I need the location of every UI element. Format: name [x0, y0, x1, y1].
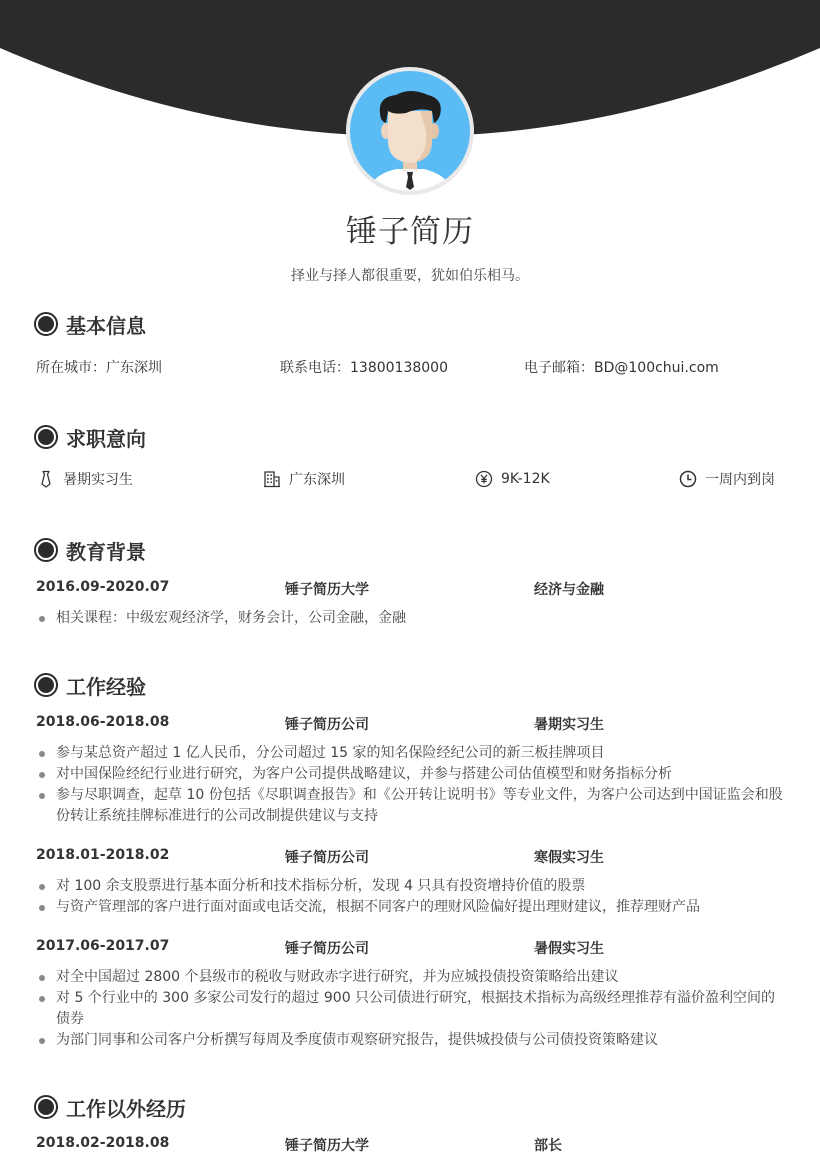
work-company: 锤子简历公司 [285, 717, 369, 733]
work-role: 暑期实习生 [534, 717, 604, 733]
section-bullet-icon [34, 1095, 58, 1119]
work-company: 锤子简历公司 [285, 941, 369, 957]
section-bullet-icon [34, 425, 58, 449]
section-bullet-icon [34, 538, 58, 562]
other-role: 部长 [534, 1138, 562, 1154]
intent-city [263, 469, 345, 489]
info-phone: 联系电话：13800138000 [280, 360, 448, 376]
intent-arrival [679, 469, 775, 489]
work-bullet-list [36, 743, 786, 827]
building-icon [263, 470, 281, 488]
section-title-text: 教育背景 [66, 539, 146, 564]
section-bullet-icon [34, 673, 58, 697]
intent-salary-text: 9K-12K [501, 471, 550, 487]
work-date: 2018.06-2018.08 [36, 714, 170, 730]
tie-icon [37, 470, 55, 488]
yen-icon [475, 470, 493, 488]
work-role: 寒假实习生 [534, 850, 604, 866]
section-bullet-icon [34, 312, 58, 336]
list-item: 参与某总资产超过 1 亿人民币，分公司超过 15 家的知名保险经纪公司的新三板挂牌项目 [36, 743, 786, 764]
section-title-text: 工作以外经历 [66, 1096, 186, 1121]
section-title-other [34, 1093, 186, 1121]
other-org: 锤子简历大学 [285, 1138, 369, 1154]
section-title-text: 求职意向 [66, 426, 146, 451]
work-bullet-list [36, 967, 786, 1051]
section-title-work [34, 671, 146, 699]
list-item: 对中国保险经纪行业进行研究，为客户公司提供战略建议，并参与搭建公司估值模型和财务指标分析 [36, 764, 786, 785]
intent-salary [475, 469, 550, 489]
clock-icon [679, 470, 697, 488]
education-school: 锤子简历大学 [285, 582, 369, 598]
intent-city-text: 广东深圳 [289, 472, 345, 488]
education-date: 2016.09-2020.07 [36, 579, 170, 595]
intent-job [37, 469, 133, 489]
list-item: 对 5 个行业中的 300 多家公司发行的超过 900 只公司债进行研究，根据技术指标为高级经理推荐有溢价盈利空间的债券 [36, 988, 786, 1030]
section-title-text: 基本信息 [66, 313, 146, 338]
section-title-education [34, 536, 146, 564]
section-title-intent [34, 423, 146, 451]
list-item: 参与尽职调查，起草 10 份包括《尽职调查报告》和《公开转让说明书》等专业文件，为客户公司达到中国证监会和股份转让系统挂牌标准进行的公司改制提供建议与支持 [36, 785, 786, 827]
work-role: 暑假实习生 [534, 941, 604, 957]
education-major: 经济与金融 [534, 582, 604, 598]
work-date: 2017.06-2017.07 [36, 938, 170, 954]
section-title-text: 工作经验 [66, 674, 146, 699]
avatar-illustration [350, 71, 470, 191]
resume-motto: 择业与择人都很重要，犹如伯乐相马。 [291, 268, 529, 284]
work-date: 2018.01-2018.02 [36, 847, 170, 863]
work-bullet-list [36, 876, 786, 918]
list-item: 对全中国超过 2800 个县级市的税收与财政赤字进行研究，并为应城投债投资策略给出建议 [36, 967, 786, 988]
info-email: 电子邮箱：BD@100chui.com [524, 360, 719, 376]
intent-arrival-text: 一周内到岗 [705, 472, 775, 488]
resume-name: 锤子简历 [346, 214, 474, 250]
work-company: 锤子简历公司 [285, 850, 369, 866]
list-item: 对 100 余支股票进行基本面分析和技术指标分析，发现 4 只具有投资增持价值的股票 [36, 876, 786, 897]
section-title-basic [34, 310, 146, 338]
education-bullet-list [36, 608, 786, 629]
intent-job-text: 暑期实习生 [63, 472, 133, 488]
other-date: 2018.02-2018.08 [36, 1135, 170, 1151]
list-item: 为部门同事和公司客户分析撰写每周及季度债市观察研究报告，提供城投债与公司债投资策略建议 [36, 1030, 786, 1051]
list-item: 与资产管理部的客户进行面对面或电话交流，根据不同客户的理财风险偏好提出理财建议，推荐理财产品 [36, 897, 786, 918]
list-item: 相关课程：中级宏观经济学，财务会计，公司金融，金融 [36, 608, 786, 629]
info-city: 所在城市：广东深圳 [36, 360, 162, 376]
avatar [346, 67, 474, 195]
